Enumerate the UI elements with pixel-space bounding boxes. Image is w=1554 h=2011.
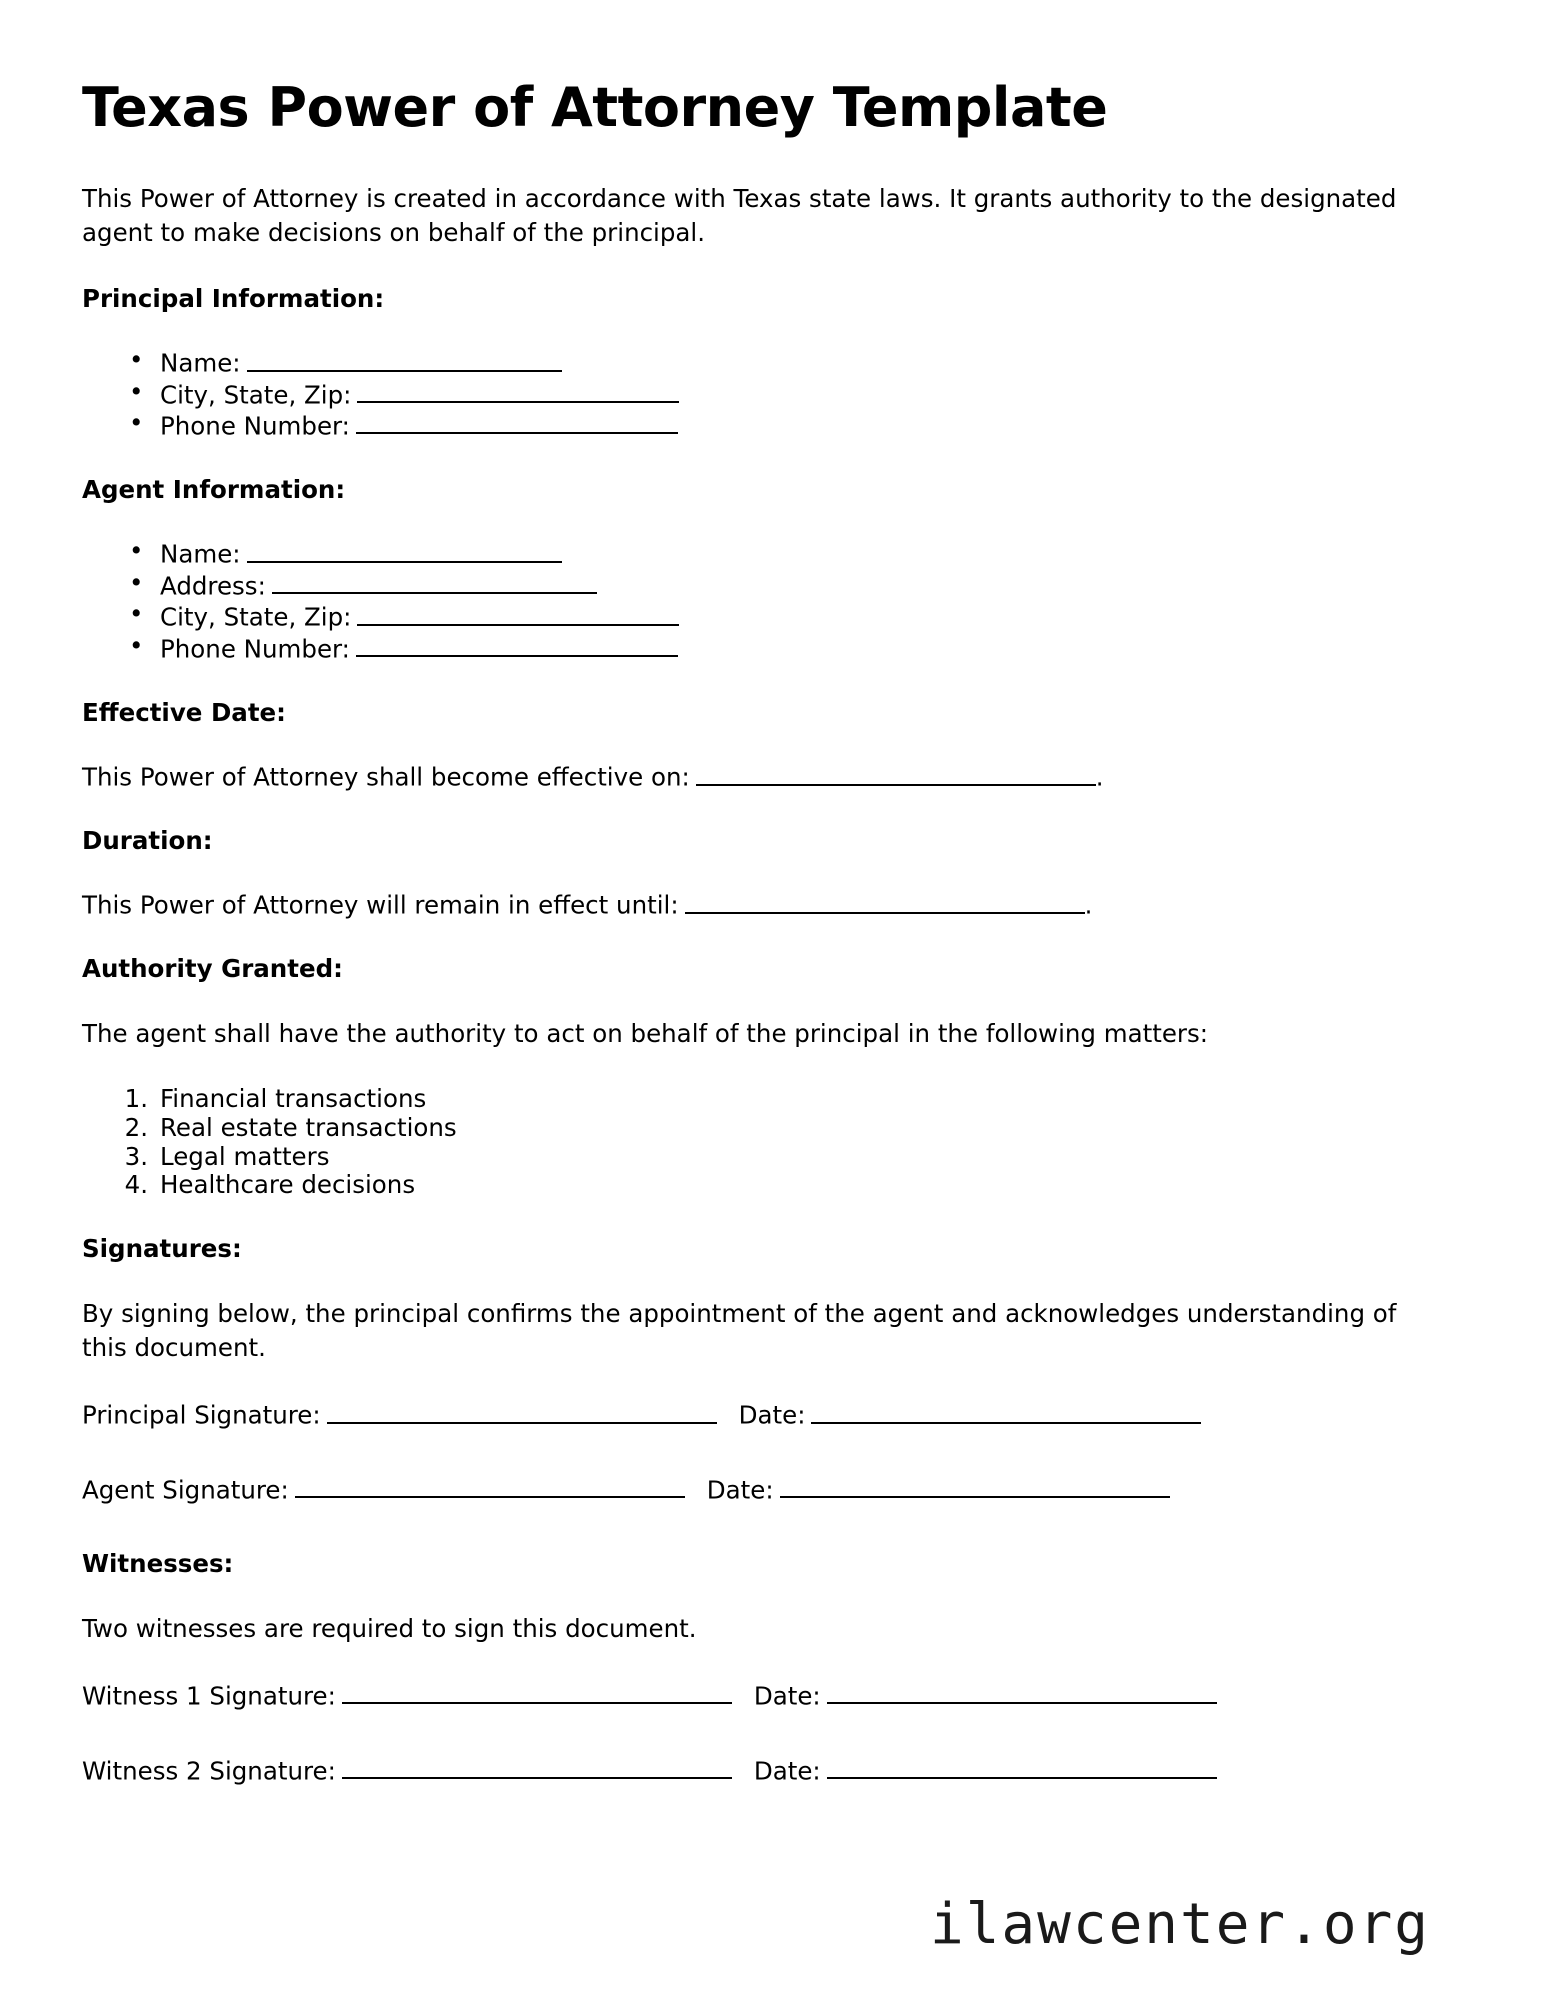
agent-signature-input[interactable] [295, 1474, 685, 1499]
principal-city-state-zip-input[interactable] [357, 379, 679, 404]
field-label: Name: [160, 539, 241, 569]
list-item: Healthcare decisions [160, 1170, 416, 1200]
signatures-heading: Signatures: [82, 1234, 242, 1264]
witness2-signature-input[interactable] [342, 1755, 732, 1780]
page-title: Texas Power of Attorney Template [82, 76, 1108, 139]
effective-date-period: . [1095, 762, 1104, 792]
agent-city-state-zip-input[interactable] [357, 601, 679, 626]
principal-name-input[interactable] [247, 347, 562, 372]
witness2-signature-row [82, 1755, 1472, 1786]
witnesses-intro: Two witnesses are required to sign this document. [82, 1613, 697, 1643]
principal-date-label: Date: [738, 1400, 806, 1430]
authority-granted-list [82, 1085, 1472, 1201]
list-item [82, 379, 1472, 410]
witness1-date-label: Date: [753, 1681, 821, 1711]
signatures-intro: By signing below, the principal confirms the appointment of the agent and acknowledges understanding of this document. [82, 1299, 1397, 1363]
field-label: Name: [160, 348, 241, 378]
intro-paragraph: This Power of Attorney is created in accordance with Texas state laws. It grants authority to the designated agent to make decisions on behalf of the principal. [82, 184, 1397, 248]
list-item [82, 570, 1472, 601]
list-item [82, 347, 1472, 378]
list-item [82, 633, 1472, 664]
field-label: City, State, Zip: [160, 380, 352, 410]
agent-information-list [82, 538, 1472, 664]
authority-granted-intro: The agent shall have the authority to act on behalf of the principal in the following matters: [82, 1018, 1209, 1048]
witness1-signature-input[interactable] [342, 1680, 732, 1705]
agent-address-input[interactable] [272, 570, 597, 595]
agent-signature-row [82, 1474, 1472, 1505]
agent-name-input[interactable] [247, 538, 562, 563]
effective-date-heading: Effective Date: [82, 698, 286, 728]
field-label: City, State, Zip: [160, 602, 352, 632]
list-item: Real estate transactions [160, 1112, 457, 1142]
duration-row [82, 889, 1472, 920]
witness2-date-input[interactable] [827, 1755, 1217, 1780]
witness1-date-input[interactable] [827, 1680, 1217, 1705]
witnesses-heading: Witnesses: [82, 1548, 234, 1578]
duration-heading: Duration: [82, 826, 213, 856]
principal-signature-input[interactable] [327, 1399, 717, 1424]
principal-information-list [82, 347, 1472, 441]
agent-information-heading: Agent Information: [82, 475, 346, 505]
duration-input[interactable] [685, 889, 1085, 914]
duration-period: . [1084, 890, 1093, 920]
effective-date-row [82, 761, 1472, 792]
principal-signature-row [82, 1399, 1472, 1430]
field-label: Address: [160, 571, 266, 601]
witness1-signature-row [82, 1680, 1472, 1711]
field-label: Phone Number: [160, 634, 350, 664]
list-item: Financial transactions [160, 1083, 427, 1113]
principal-date-input[interactable] [811, 1399, 1201, 1424]
agent-signature-label: Agent Signature: [82, 1475, 289, 1505]
effective-date-text: This Power of Attorney shall become effective on: [82, 762, 690, 792]
witness2-date-label: Date: [753, 1756, 821, 1786]
agent-date-input[interactable] [780, 1474, 1170, 1499]
site-watermark: ilawcenter.org [930, 1892, 1431, 1957]
principal-signature-label: Principal Signature: [82, 1400, 321, 1430]
effective-date-input[interactable] [696, 761, 1096, 786]
list-item [82, 538, 1472, 569]
list-item [82, 601, 1472, 632]
authority-granted-heading: Authority Granted: [82, 953, 343, 983]
agent-phone-input[interactable] [356, 633, 678, 658]
list-item: Legal matters [160, 1141, 330, 1171]
list-item [82, 410, 1472, 441]
witness2-signature-label: Witness 2 Signature: [82, 1756, 336, 1786]
witness1-signature-label: Witness 1 Signature: [82, 1681, 336, 1711]
principal-information-heading: Principal Information: [82, 284, 385, 314]
principal-phone-input[interactable] [356, 410, 678, 435]
duration-text: This Power of Attorney will remain in effect until: [82, 890, 679, 920]
agent-date-label: Date: [706, 1475, 774, 1505]
field-label: Phone Number: [160, 411, 350, 441]
